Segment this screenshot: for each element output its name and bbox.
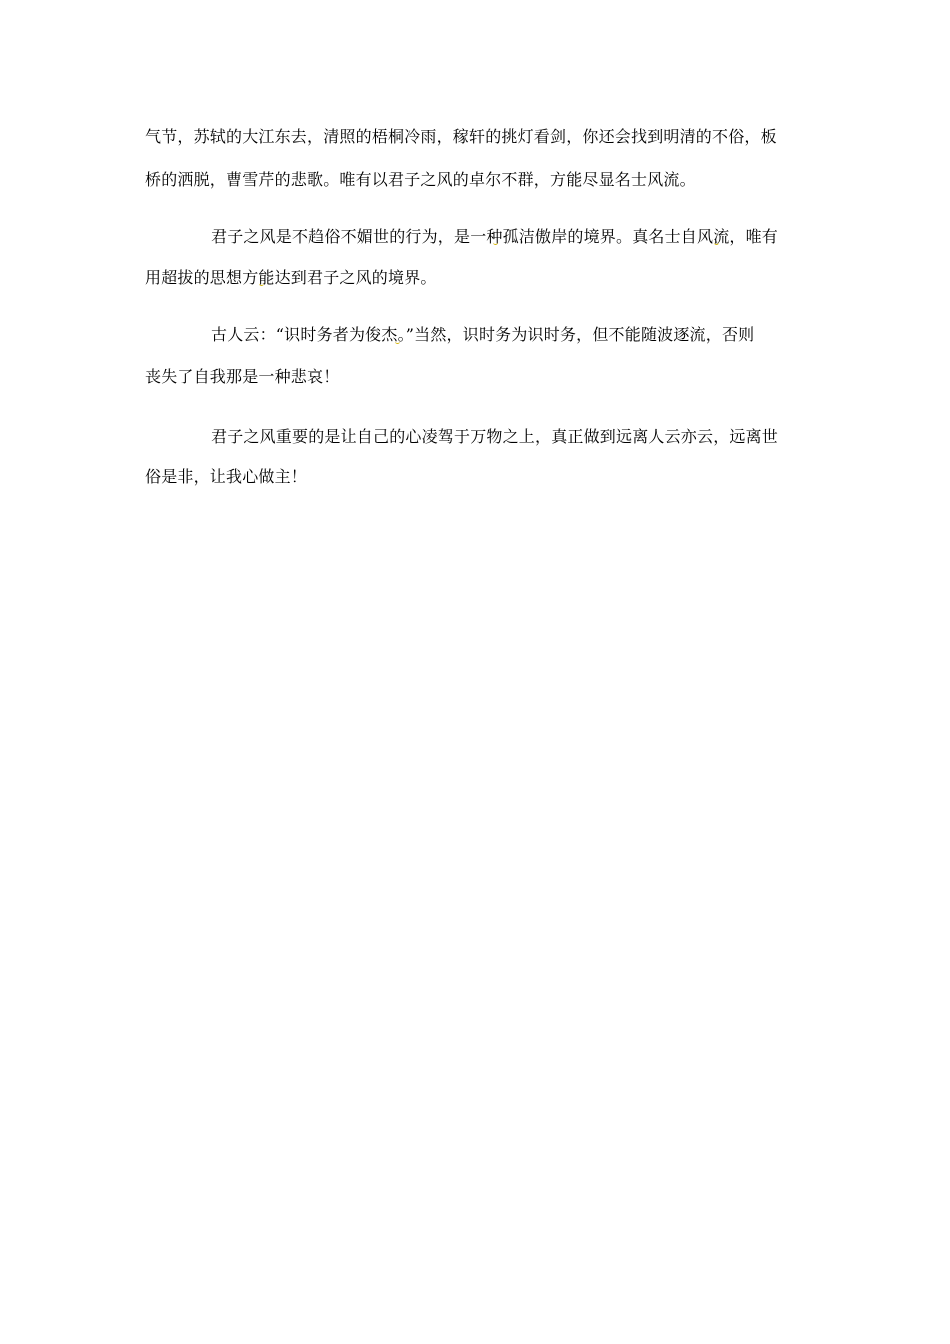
paragraph-1-line-1: 气节，苏轼的大江东去，清照的梧桐冷雨，稼轩的挑灯看剑，你还会找到明清的不俗，板 <box>145 127 777 146</box>
paragraph-4-line-1: 君子之风重要的是让自己的心凌驾于万物之上，真正做到远离人云亦云，远离世 <box>211 427 779 446</box>
paragraph-3-line-2: 丧失了自我那是一种悲哀！ <box>145 367 340 386</box>
paragraph-1-line-2: 桥的洒脱，曹雪芹的悲歌。唯有以君子之风的卓尔不群，方能尽显名士风流。 <box>145 170 696 189</box>
paragraph-4-line-2: 俗是非，让我心做主！ <box>145 467 308 486</box>
paragraph-2-line-2: 用超拔的思想方能达到君子之风的境界。 <box>145 268 437 287</box>
paragraph-3-line-1: 古人云：“识时务者为俊杰。”当然，识时务为识时务，但不能随波逐流，否则 <box>211 325 755 344</box>
paragraph-2-line-1: 君子之风是不趋俗不媚世的行为，是一种孤洁傲岸的境界。真名士自风流，唯有 <box>211 227 779 246</box>
